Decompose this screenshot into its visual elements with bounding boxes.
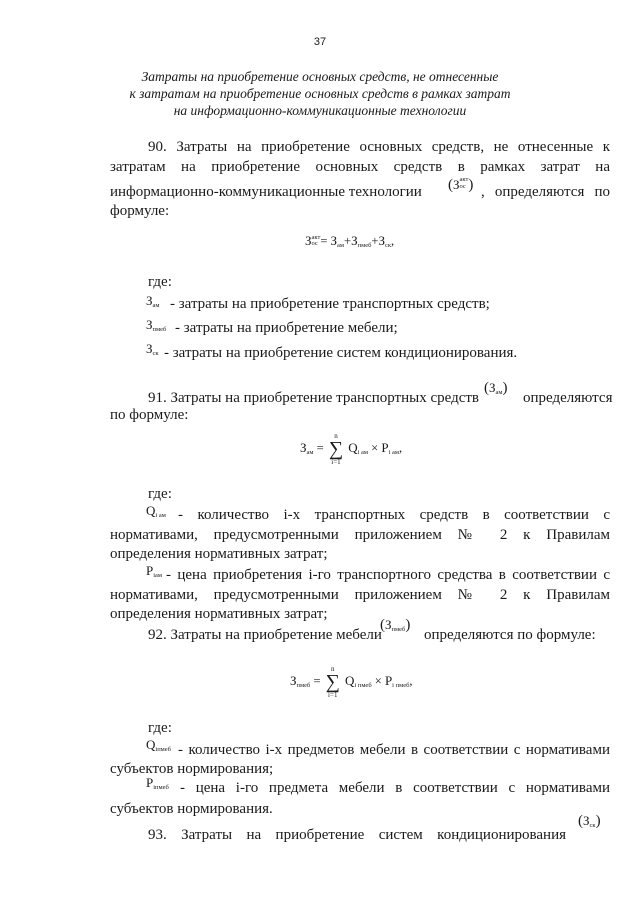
def-q-pmeb-line-1: - количество i-х предметов мебели в соответствии с нормативами (178, 742, 610, 758)
where-label-1: где: (148, 274, 172, 290)
formula-vehicles: $З_{ам}$ = n ∑ i=1 $Q_{i ам} \times P_{i ам}$, (300, 432, 403, 466)
p92-end: определяются по формуле: (424, 627, 596, 643)
where-label-3: где: (148, 720, 172, 736)
p91-line-1-end: определяются (523, 390, 613, 406)
p93-inline-symbol: $(З_{ск})$ (578, 813, 601, 829)
def-q-pmeb-line-2: субъектов нормирования; (110, 761, 274, 777)
def-symbol-q-am: $Q_{i ам}$ (146, 503, 166, 519)
def-p-am-line-2: нормативами, предусмотренными приложением № 2 к Правилам (110, 587, 610, 603)
def-q-am-line-3: определения нормативных затрат; (110, 546, 328, 562)
p90-line-3-start: информационно-коммуникационные технологии (110, 184, 422, 200)
sum-sign-1: n ∑ i=1 (328, 432, 344, 466)
heading-line-1: Затраты на приобретение основных средств, не отнесенные (141, 69, 499, 84)
def-symbol-pmeb: $З_{пмеб}$ (146, 317, 167, 333)
formula-furniture: $З_{пмеб}$ = n ∑ i=1 $Q_{i пмеб} \times P_{i пмеб}$, (290, 665, 413, 699)
def-symbol-sk: $З_{ск}$ (146, 341, 159, 357)
def-q-am-line-1: - количество i-х транспортных средств в соответствии с (178, 507, 610, 523)
p91-line-1-start: 91. Затраты на приобретение транспортных средств (148, 390, 479, 406)
p90-inline-symbol: (З акт ос ) (448, 176, 474, 193)
p90-line-2: затратам на приобретение основных средств в рамках затрат на (110, 159, 610, 175)
heading-line-2: к затратам на приобретение основных средств в рамках затрат (129, 86, 511, 101)
def-p-am-line-1: - цена приобретения i-го транспортного средства в соответствии с (166, 567, 610, 583)
def-p-pmeb-line-1: - цена i-го предмета мебели в соответствии с нормативами (180, 780, 610, 796)
def-p-pmeb-line-2: субъектов нормирования. (110, 801, 273, 817)
def-q-am-line-2: нормативами, предусмотренными приложением № 2 к Правилам (110, 527, 610, 543)
def-symbol-am: $З_{ам}$ (146, 293, 160, 309)
page-number: 37 (313, 36, 327, 48)
p90-line-4: формуле: (110, 203, 170, 219)
p91-inline-symbol: $(З_{ам})$ (484, 380, 508, 396)
p92-inline-symbol: $(З_{пмеб})$ (380, 617, 411, 633)
def-symbol-p-am: $P_{iам}$ (146, 563, 163, 579)
def-pmeb-text: - затраты на приобретение мебели; (175, 320, 398, 336)
p91-line-2: по формуле: (110, 407, 189, 423)
def-symbol-p-pmeb: $P_{iпмеб}$ (146, 775, 169, 791)
def-sk-text: - затраты на приобретение систем кондиционирования. (164, 345, 518, 361)
def-p-am-line-3: определения нормативных затрат; (110, 606, 328, 622)
p93-line-1: 93. Затраты на приобретение систем кондиционирования (148, 827, 566, 843)
def-am-text: - затраты на приобретение транспортных средств; (170, 296, 490, 312)
p90-line-1: 90. Затраты на приобретение основных средств, не отнесенные к (148, 139, 610, 155)
def-symbol-q-pmeb: $Q_{iпмеб}$ (146, 737, 171, 753)
p90-line-3-end: , определяются по (481, 184, 610, 200)
sum-sign-2: n ∑ i=1 (325, 665, 340, 699)
p92-start: 92. Затраты на приобретение мебели (148, 627, 382, 643)
where-label-2: где: (148, 486, 172, 502)
formula-main: З акт ос = $З_{ам}+З_{пмеб}+З_{ск}$, (305, 233, 395, 249)
heading-line-3: на информационно-коммуникационные технологии (173, 103, 467, 118)
section-heading (110, 68, 530, 119)
